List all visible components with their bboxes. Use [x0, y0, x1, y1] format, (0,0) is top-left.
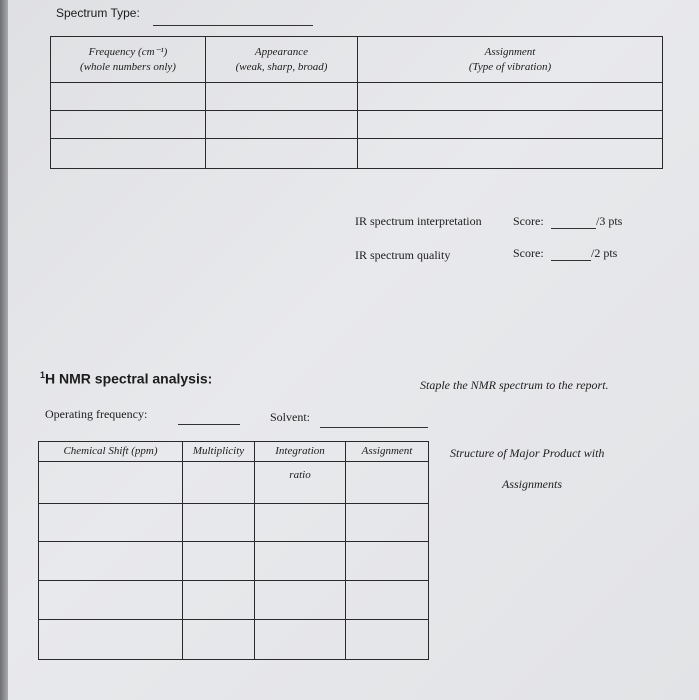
ir-header-appearance-line1: Appearance: [254, 46, 309, 59]
nmr-table-cell[interactable]: [346, 581, 429, 620]
nmr-table-row: [39, 581, 429, 620]
ir-table-cell[interactable]: [358, 111, 663, 139]
ir-interpretation-points: /3 pts: [596, 214, 623, 228]
nmr-cell[interactable]: [39, 462, 183, 504]
nmr-table-cell[interactable]: [39, 504, 183, 542]
nmr-table-cell[interactable]: [255, 504, 346, 542]
ir-header-appearance-line2: (weak, sharp, broad): [235, 60, 328, 73]
nmr-table-row: [39, 542, 429, 581]
nmr-header-integration-ratio: ratio: [255, 462, 346, 504]
ir-header-assignment-line1: Assignment: [484, 46, 536, 59]
nmr-table: [38, 441, 429, 660]
ir-quality-score-label: Score:: [513, 246, 544, 260]
ir-table-cell[interactable]: [51, 139, 206, 169]
structure-heading-line1: Structure of Major Product with: [450, 446, 605, 460]
worksheet-page: [8, 0, 699, 700]
nmr-cell[interactable]: [183, 462, 255, 504]
nmr-table-row: [39, 504, 429, 542]
ir-header-frequency: [51, 37, 206, 83]
nmr-cell[interactable]: [346, 462, 429, 504]
spectrum-type-label: Spectrum Type:: [56, 6, 140, 20]
ir-table-cell[interactable]: [206, 83, 358, 111]
ir-header-frequency-line1: Frequency (cm⁻¹): [88, 46, 168, 59]
ir-table-row: [51, 111, 663, 139]
nmr-title-superscript: 1: [40, 370, 46, 380]
ir-table-cell[interactable]: [358, 139, 663, 169]
ir-header-frequency-line2: (whole numbers only): [80, 60, 176, 73]
nmr-table-cell[interactable]: [39, 620, 183, 660]
ir-table-cell[interactable]: [358, 83, 663, 111]
ir-quality-points: /2 pts: [591, 246, 618, 260]
nmr-title: [40, 370, 212, 387]
operating-frequency-field[interactable]: [178, 424, 240, 425]
ir-interpretation-score-label: Score:: [513, 214, 544, 228]
nmr-table-cell[interactable]: [346, 620, 429, 660]
nmr-table-cell[interactable]: [346, 504, 429, 542]
nmr-table-cell[interactable]: [346, 542, 429, 581]
nmr-table-cell[interactable]: [255, 620, 346, 660]
ir-header-assignment: [358, 37, 663, 83]
nmr-table-cell[interactable]: [183, 542, 255, 581]
structure-heading-line2: Assignments: [502, 477, 562, 491]
nmr-table-cell[interactable]: [255, 542, 346, 581]
ir-table-cell[interactable]: [51, 83, 206, 111]
nmr-table-cell[interactable]: [255, 581, 346, 620]
nmr-header-row: [39, 442, 429, 462]
ir-header-appearance: [206, 37, 358, 83]
nmr-header-integration: Integration: [255, 442, 346, 462]
ir-table-row: [51, 139, 663, 169]
ir-interpretation-label: IR spectrum interpretation: [355, 214, 482, 228]
ir-header-assignment-line2: (Type of vibration): [468, 60, 552, 73]
nmr-title-text: H NMR spectral analysis:: [45, 370, 213, 387]
solvent-label: Solvent:: [270, 410, 311, 424]
nmr-table-row: [39, 620, 429, 660]
nmr-first-row: [39, 462, 429, 504]
ir-table: [50, 36, 663, 169]
nmr-header-assignment: Assignment: [346, 442, 429, 462]
nmr-header-multiplicity: Multiplicity: [183, 442, 255, 462]
ir-table-cell[interactable]: [206, 139, 358, 169]
desk-edge: [0, 0, 8, 700]
nmr-header-chemical-shift: Chemical Shift (ppm): [39, 442, 183, 462]
ir-quality-label: IR spectrum quality: [355, 248, 451, 262]
nmr-table-cell[interactable]: [183, 581, 255, 620]
solvent-field[interactable]: [320, 427, 428, 428]
ir-table-row: [51, 83, 663, 111]
staple-note: Staple the NMR spectrum to the report.: [420, 378, 609, 392]
operating-frequency-label: Operating frequency:: [45, 407, 148, 421]
ir-table-cell[interactable]: [206, 111, 358, 139]
nmr-table-cell[interactable]: [39, 542, 183, 581]
ir-table-cell[interactable]: [51, 111, 206, 139]
ir-header-row: [51, 37, 663, 83]
nmr-table-cell[interactable]: [183, 620, 255, 660]
nmr-table-cell[interactable]: [183, 504, 255, 542]
nmr-table-cell[interactable]: [39, 581, 183, 620]
spectrum-type-blank[interactable]: [153, 25, 313, 26]
ir-quality-score-field[interactable]: [551, 260, 591, 261]
ir-interpretation-score-field[interactable]: [551, 228, 596, 229]
